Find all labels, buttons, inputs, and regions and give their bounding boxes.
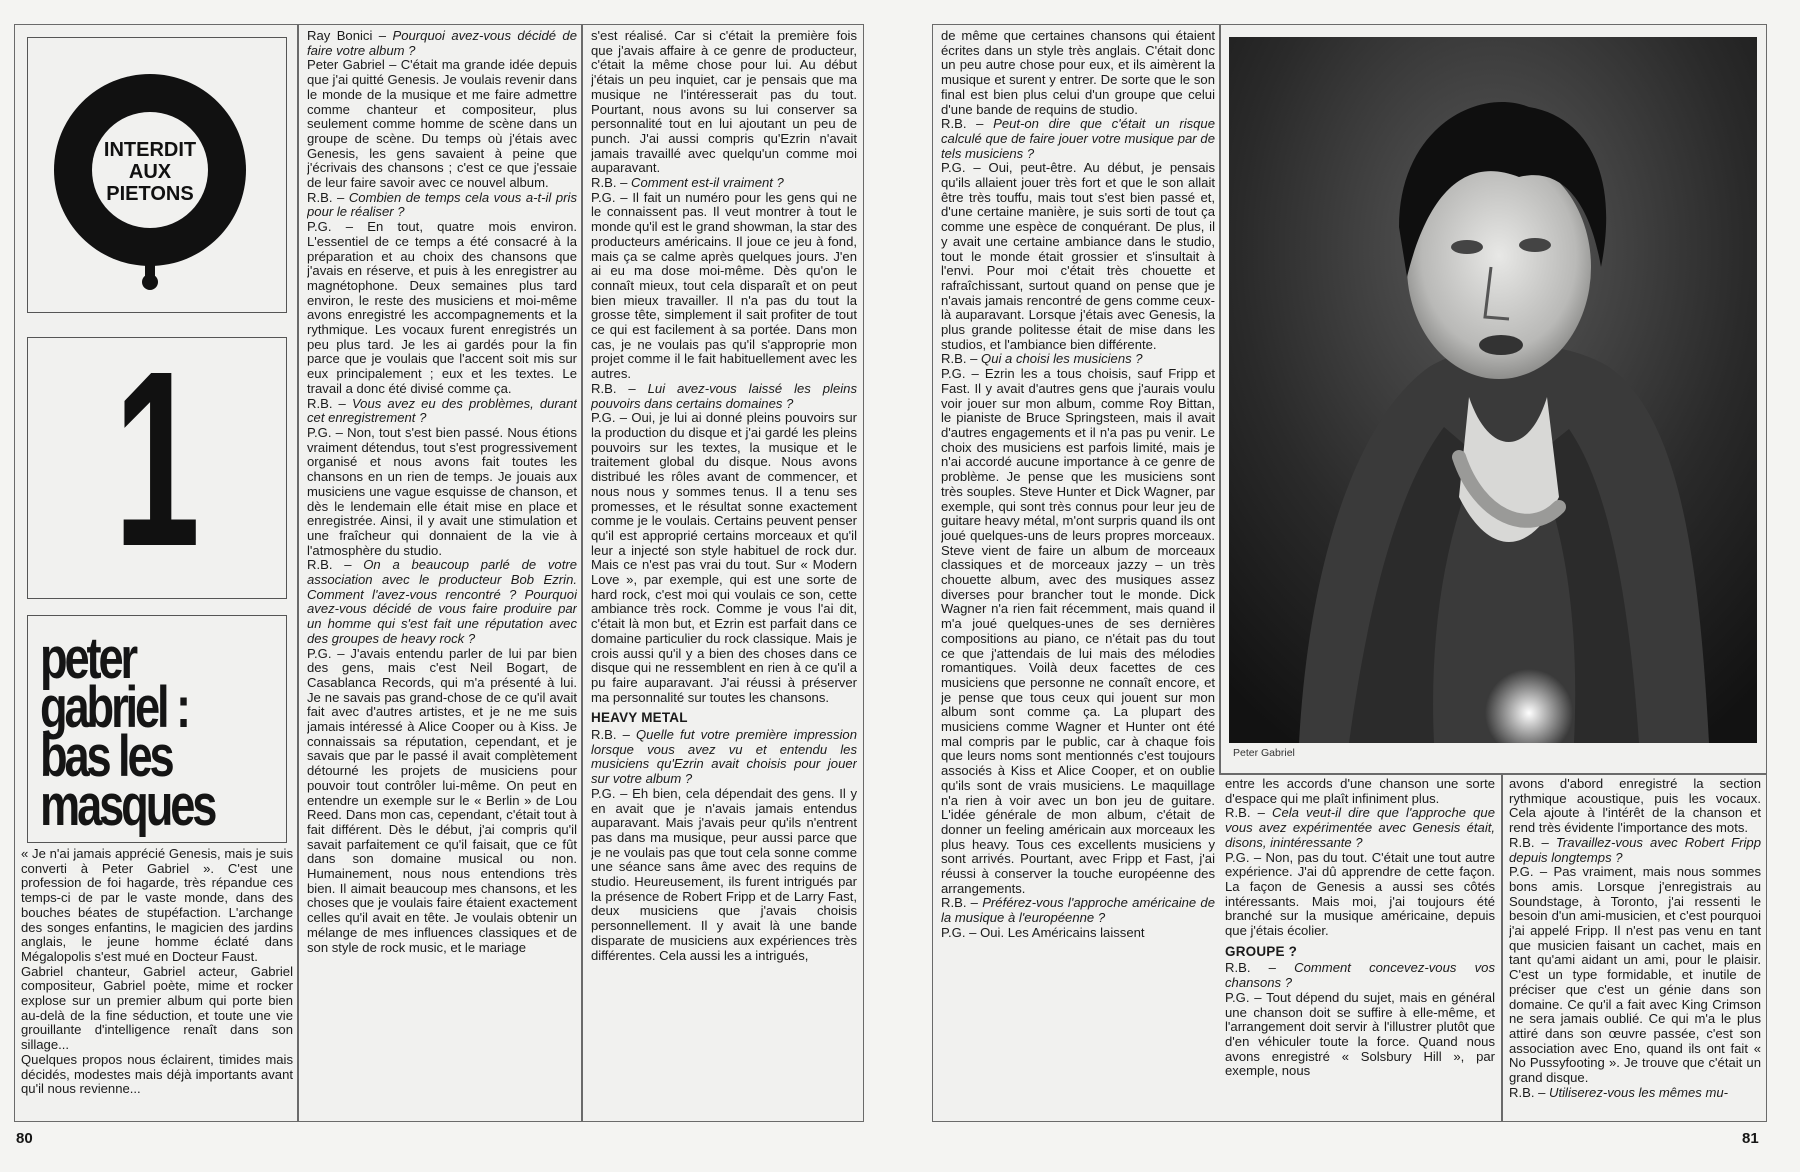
question-paragraph bbox=[941, 896, 1215, 925]
question-text: Cela veut-il dire que l'approche que vous avez expérimentée avec Genesis était, disons, inintéressante ? bbox=[1225, 805, 1495, 850]
question-text: On a beaucoup parlé de votre association avec le producteur Bob Ezrin. Comment l'avez-vous rencontré ? Pourquoi avez-vous décidé de vous faire produire par un homme qui s'est fait une réputation avec des groupes de heavy rock ? bbox=[307, 557, 577, 646]
column-rule bbox=[1501, 773, 1503, 1121]
answer-paragraph bbox=[591, 29, 857, 176]
headline-box bbox=[27, 615, 287, 843]
speaker-text: R.B. – bbox=[591, 727, 636, 743]
intro-paragraph: « Je n'ai jamais apprécié Genesis, mais je suis converti à Peter Gabriel ». C'est une profession de foi hagarde, très répandue ces temps-ci de par le vaste monde, dans des bouches béates de stupéfaction. L'archange des songes enfantins, le magicien des jardins anglais, le jeune homme éclaté dans Mégalopolis s'est mué en Docteur Faust. bbox=[21, 847, 293, 964]
speaker-text: P.G. – En tout, quatre mois environ. L'essentiel de ce temps a été consacré à la préparation et au choix des chansons que j'avais en réserve, et puis à les enregistrer au magnétophone. Deux semaines plus tard environ, le reste des musiciens et moi-même avons enregistré les accompagnements et la rythmique. Les vocaux furent enregistrés un peu plus tard. Je les ai gardés pour la fin parce que je voulais que l'accent soit mis sur eux principalement ; eux et les textes. Le travail a donc été divisé comme ça. bbox=[307, 219, 577, 396]
speaker-text: P.G. – Oui, peut-être. Au début, je pensais qu'ils allaient jouer très fort et que le son allait être très touffu, mais tout s'est bien passé et, d'une certaine manière, je suis sorti de tout ça comme une espèce de conquérant. De plus, il y avait une certaine ambiance dans le studio, tout le monde était grossier et s'insultait à l'envi. Pour moi c'était très chouette et rafraîchissant, surtout quand on pense que je n'avais jamais rencontré de gens comme ceux-là auparavant. Lorsque j'étais avec Genesis, la plus grande politesse était de mise dans les studios, et l'ambiance bien différente. bbox=[941, 160, 1215, 352]
speaker-text: de même que certaines chansons qui étaient écrites dans un style très anglais. C'était donc un peu autre chose pour eux, et ils aimèrent la musique et surent y entrer. De sorte que le son final est bien plus celui d'un groupe que celui d'une bande de requins de studio. bbox=[941, 29, 1215, 117]
speaker-text: entre les accords d'une chanson une sorte d'espace qui me plaît infiniment plus. bbox=[1225, 777, 1495, 806]
answer-paragraph bbox=[1225, 851, 1495, 939]
portrait-photo bbox=[1229, 37, 1757, 743]
interview-column-2 bbox=[591, 29, 857, 1119]
question-paragraph bbox=[591, 728, 857, 787]
answer-paragraph bbox=[941, 161, 1215, 352]
answer-paragraph bbox=[941, 29, 1215, 117]
column-rule bbox=[1219, 25, 1221, 773]
question-text: Comment est-il vraiment ? bbox=[631, 175, 784, 191]
answer-paragraph bbox=[591, 787, 857, 963]
speaker-text: R.B. – bbox=[307, 189, 349, 205]
question-paragraph bbox=[591, 382, 857, 411]
speaker-text: R.B. – bbox=[1225, 960, 1295, 976]
speaker-text: s'est réalisé. Car si c'était la première fois que j'avais affaire à ce genre de producteur, c'était la même chose pour lui. Au début j'étais un peu inquiet, car je pensais que ma musique ne l'intéresserait pas du tout. Pourtant, nous avons su lui conserver sa personnalité tout en lui ajoutant un peu de punch. J'ai aussi compris qu'Ezrin n'avait jamais travaillé avec quelqu'un comme moi auparavant. bbox=[591, 29, 857, 176]
episode-number: 1 bbox=[113, 319, 201, 598]
answer-paragraph bbox=[1509, 865, 1761, 1086]
speaker-text: R.B. – bbox=[1509, 834, 1556, 850]
speaker-text: Peter Gabriel – C'était ma grande idée depuis que j'ai quitté Genesis. Je voulais revenir dans le monde de la musique et me faire admettre comme chanteur et compositeur, plus seulement comme homme de scène dans un groupe de scène. Du temps où j'étais avec Genesis, les gens savaient à peine que j'écrivais des chansons ; c'est ce que j'essaie de leur faire savoir avec ce nouvel album. bbox=[307, 57, 577, 191]
left-page bbox=[14, 24, 864, 1122]
question-text: Lui avez-vous laissé les pleins pouvoirs dans certains domaines ? bbox=[591, 380, 857, 411]
answer-paragraph bbox=[307, 220, 577, 396]
answer-paragraph bbox=[1225, 777, 1495, 806]
speaker-text: P.G. – Non, tout s'est bien passé. Nous étions vraiment détendus, tout s'est progressivement organisé et nous avons fait toutes les chansons en un rien de temps. Je jouais aux musiciens une vague esquisse de chanson, et dès le lendemain elle était mise en place et enregistrée. Ainsi, il y avait une stimulation et une fraîcheur qui donnaient de la vie à l'atmosphère du studio. bbox=[307, 424, 577, 558]
answer-paragraph bbox=[591, 411, 857, 705]
column-rule bbox=[581, 25, 583, 1121]
speaker-text: R.B. – bbox=[941, 351, 982, 367]
interview-column-4 bbox=[1225, 777, 1495, 1117]
question-paragraph bbox=[307, 29, 577, 58]
question-paragraph bbox=[1509, 1086, 1761, 1101]
sign-line-2: AUX bbox=[128, 161, 172, 183]
answer-paragraph bbox=[307, 647, 577, 956]
speaker-text: P.G. – Eh bien, cela dépendait des gens. Il y en avait que je n'avais jamais entendus auparavant. Mais j'avais peur qu'ils n'entrent pas dans ma musique, peur aussi parce que je ne voulais pas que tout cela sonne comme une séance sans âme avec des requins de studio. Heureusement, ils furent intrigués par la présence de Robert Fripp et de Larry Fast, deux musiciens que j'avais choisis personnellement. Il y avait là une bande disparate de musiciens aux expériences très différentes. Cela aussi les a intrigués, bbox=[591, 785, 857, 963]
sign-line-1: INTERDIT bbox=[103, 139, 197, 161]
interview-column-5 bbox=[1509, 777, 1761, 1117]
question-text: Quelle fut votre première impression lorsque vous avez vu et entendu les musiciens qu'Ezrin avait choisis pour jouer sur votre album ? bbox=[591, 727, 857, 787]
question-text: Travaillez-vous avec Robert Fripp depuis longtemps ? bbox=[1509, 834, 1761, 865]
speaker-text: R.B. – bbox=[941, 116, 994, 132]
question-paragraph bbox=[307, 397, 577, 426]
speaker-text: P.G. – Il fait un numéro pour les gens qui ne le connaissent pas. Il veut montrer à tout le monde qu'il est le grand showman, la star des producteurs américains. Il joue ce jeu à fond, mais ça se calme après quelques jours. J'en ai eu ma dose moi-même. Dès qu'on le connaît mieux, tout cela disparaît et on peut bien mieux travailler. Il n'a pas du tout la grosse tête, simplement il sait profiter de tout ce qui est facilement à sa portée. Dans mon cas, je ne voulais pas qu'il s'approprie mon projet comme il le fait habituellement avec les autres. bbox=[591, 189, 857, 382]
sign-box bbox=[27, 37, 287, 313]
article-headline bbox=[40, 626, 227, 838]
no-pedestrians-sign-icon bbox=[28, 38, 284, 310]
question-text: Préférez-vous l'approche américaine de la musique à l'européenne ? bbox=[941, 895, 1215, 926]
speaker-text: R.B. – bbox=[591, 175, 632, 191]
speaker-text: P.G. – Ezrin les a tous choisis, sauf Fripp et Fast. Il y avait d'autres gens que j'aurais voulu voir jouer sur mon album, comme Roy Bittan, le pianiste de Bruce Springsteen, mais il avait d'autres engagements et il n'a pas pu venir. Le choix des musiciens est parfois limité, mais je n'ai accordé aucune importance à ce genre de problème. Je pense que les musiciens sont très souples. Steve Hunter et Dick Wagner, par exemple, qui sont très connus pour leur jeu de guitare heavy métal, m'ont surpris quand ils ont joué quelques-uns de leurs propres morceaux. Steve vient de faire un album de morceaux classiques et de morceaux jazzy – un très chouette album, avec des musiques assez diverses pour brancher tout le monde. Dick Wagner n'a rien fait récemment, mais quand il m'a joué quelques-unes de ses dernières compositions au piano, ce n'était pas du tout ce que j'attendais de lui mais des mélodies romantiques. Voilà deux facettes de ces musiciens que personne ne connaît encore, et je pense que tous ceux qui jouent sur mon album sont comme ça. La plupart des musiciens comme Wagner et Hunter ont été mal compris par le public, car à chaque fois que leurs noms sont mentionnés c'est toujours associés à Kiss et Alice Cooper, et on oublie qu'ils sont de vrais musiciens. Le maquillage n'a rien à voir avec un bon jeu de guitare. L'idée générale de mon album, c'était de donner un feeling américain aux morceaux les plus heavy. Tous ces excellents musiciens y sont arrivés. Pourtant, avec Fripp et Fast, j'ai réussi à conserver la touche européenne des arrangements. bbox=[941, 366, 1215, 896]
interview-column-1 bbox=[307, 29, 577, 1119]
photo-caption: Peter Gabriel bbox=[1233, 747, 1295, 759]
section-heading: GROUPE ? bbox=[1225, 943, 1298, 959]
speaker-text: P.G. – Tout dépend du sujet, mais en général une chanson doit se suffire à elle-même, et l'arrangement doit servir à l'illustrer plutôt que d'en véhiculer toute la force. Quand nous avons enregistré « Solsbury Hill », par exemple, nous bbox=[1225, 989, 1495, 1079]
question-text: Peut-on dire que c'était un risque calculé que de faire jouer votre musique par de tels musiciens ? bbox=[941, 116, 1215, 161]
question-text: Qui a choisi les musiciens ? bbox=[981, 351, 1143, 367]
question-paragraph bbox=[307, 191, 577, 220]
intro-paragraph: Gabriel chanteur, Gabriel acteur, Gabriel compositeur, Gabriel poète, mime et rocker explose sur un premier album qui porte bien au-delà de la fine séduction, et toute une vie grouillante d'intelligence renaît dans son sillage... bbox=[21, 963, 293, 1053]
question-text: Pourquoi avez-vous décidé de faire votre album ? bbox=[307, 29, 577, 58]
page-number-right: 81 bbox=[1742, 1130, 1759, 1147]
answer-paragraph bbox=[1509, 777, 1761, 836]
speaker-text: R.B. – bbox=[307, 557, 364, 573]
question-text: Comment concevez-vous vos chansons ? bbox=[1225, 960, 1495, 991]
answer-paragraph bbox=[591, 191, 857, 382]
answer-paragraph bbox=[941, 367, 1215, 896]
speaker-text: R.B. – bbox=[1509, 1084, 1550, 1100]
page-number-left: 80 bbox=[16, 1130, 33, 1147]
speaker-text: P.G. – Oui. Les Américains laissent bbox=[941, 924, 1145, 940]
sign-line-3: PIETONS bbox=[106, 183, 194, 205]
headline-line-4: masques bbox=[40, 773, 215, 838]
speaker-text: avons d'abord enregistré la section rythmique acoustique, puis les vocaux. Cela ajoute à l'intérêt de la chanson et rend très évidente l'importance des mots. bbox=[1509, 777, 1761, 836]
speaker-text: Ray Bonici – bbox=[307, 29, 393, 43]
headline-line-1: peter bbox=[40, 626, 136, 691]
question-paragraph bbox=[941, 352, 1215, 367]
headline-line-2: gabriel : bbox=[40, 675, 188, 740]
speaker-text: R.B. – bbox=[307, 395, 352, 411]
answer-paragraph bbox=[307, 58, 577, 190]
section-heading: HEAVY METAL bbox=[591, 710, 688, 726]
speaker-text: P.G. – Pas vraiment, mais nous sommes bons amis. Lorsque j'enregistrais au Soundstage, à Toronto, j'ai ressenti le besoin d'un ami-musicien, et c'est pourquoi j'ai appelé Fripp. Il n'est pas venu en tant que musicien faisant un cachet, mais en tant qu'ami aidant un ami, pour le plaisir. C'est un type formidable, et inutile de préciser que c'est un génie dans son domaine. Ce qu'il a fait avec King Crimson ne sera jamais oublié. Ce qui m'a le plus attiré dans son œuvre passée, c'est son association avec Eno, quand ils ont fait « No Pussyfooting ». Je trouve que c'était un grand disque. bbox=[1509, 864, 1761, 1086]
intro-paragraph: Quelques propos nous éclairent, timides mais décidés, modestes mais déjà importants avant qu'il nous revienne... bbox=[21, 1051, 293, 1097]
answer-paragraph bbox=[307, 426, 577, 558]
speaker-text: P.G. – Oui, je lui ai donné pleins pouvoirs sur la production du disque et j'ai gardé les pleins pouvoirs sur les textes, la musique et le traitement global du disque. Nous avons distribué les rôles avant de commencer, et nous nous y sommes tenus. Il a tenu ses promesses, et le résultat sonne exactement comme je le voulais. Certains peuvent penser qu'il est approprié certains morceaux et qu'il leur a injecté son style habituel de rock dur. Mais ce n'est pas vrai du tout. Sur « Modern Love », par exemple, qui est une sorte de hard rock, c'est moi qui voulais ce son, cette ambiance très rock. Comme je vous l'ai dit, c'était là mon but, et Ezrin est parfait dans ce domaine particulier du rock classique. Mais je crois aussi qu'il y a bien des choses dans ce disque qui ne ressemblent en rien à ce qu'il a pu faire auparavant. J'ai réussi à préserver ma personnalité sur toutes les chansons. bbox=[591, 410, 857, 705]
question-paragraph bbox=[1225, 961, 1495, 990]
speaker-text: R.B. – bbox=[1225, 805, 1272, 821]
question-paragraph bbox=[1509, 836, 1761, 865]
question-text: Combien de temps cela vous a-t-il pris pour le réaliser ? bbox=[307, 189, 577, 220]
number-box bbox=[27, 319, 287, 599]
intro-text bbox=[21, 847, 293, 1115]
question-paragraph bbox=[941, 117, 1215, 161]
speaker-text: R.B. – bbox=[941, 895, 983, 911]
question-text: Vous avez eu des problèmes, durant cet enregistrement ? bbox=[307, 395, 577, 426]
speaker-text: R.B. – bbox=[591, 380, 648, 396]
question-text: Utiliserez-vous les mêmes mu- bbox=[1549, 1084, 1729, 1100]
horizontal-rule bbox=[1219, 773, 1767, 775]
question-paragraph bbox=[1225, 806, 1495, 850]
headline-line-3: bas les bbox=[40, 724, 172, 789]
question-paragraph bbox=[591, 176, 857, 191]
answer-paragraph bbox=[1225, 991, 1495, 1079]
interview-column-3 bbox=[941, 29, 1215, 1119]
column-rule bbox=[297, 25, 299, 1121]
speaker-text: P.G. – J'avais entendu parler de lui par bien des gens, mais c'est Neil Bogart, de Casablanca Records, qui m'a présenté à lui. Je ne savais pas grand-chose de ce qu'il avait fait avec d'autres artistes, et je ne me suis jamais intéressé à Alice Cooper ou à Kiss. Je connaissais sa réputation, cependant, et je savais que par le passé il avait complètement détourné les projets de musiciens pour pouvoir tout contrôler lui-même. On peut en entendre un exemple sur le « Berlin » de Lou Reed. Dans mon cas, cependant, c'était tout à fait différent. Dès le début, j'ai compris qu'il savait parfaitement ce qu'il faisait, que ce fût dans son domaine musical ou non. Humainement, nous nous entendions très bien. Il aimait beaucoup mes chansons, et les choses que je voulais faire étaient exactement celles qu'il avait en tête. Je voulais obtenir un mélange de mes influences classiques et de son style de rock music, et le mariage bbox=[307, 645, 577, 955]
portrait-illustration bbox=[1229, 37, 1757, 743]
right-page bbox=[932, 24, 1767, 1122]
speaker-text: P.G. – Non, pas du tout. C'était une tout autre expérience. J'ai dû apprendre de cette façon. La façon de Genesis a aussi ses côtés intéressants. Mais moi, j'ai toujours été branché sur la musique américaine, depuis que j'étais écolier. bbox=[1225, 849, 1495, 939]
question-paragraph bbox=[307, 558, 577, 646]
answer-paragraph bbox=[941, 926, 1215, 941]
